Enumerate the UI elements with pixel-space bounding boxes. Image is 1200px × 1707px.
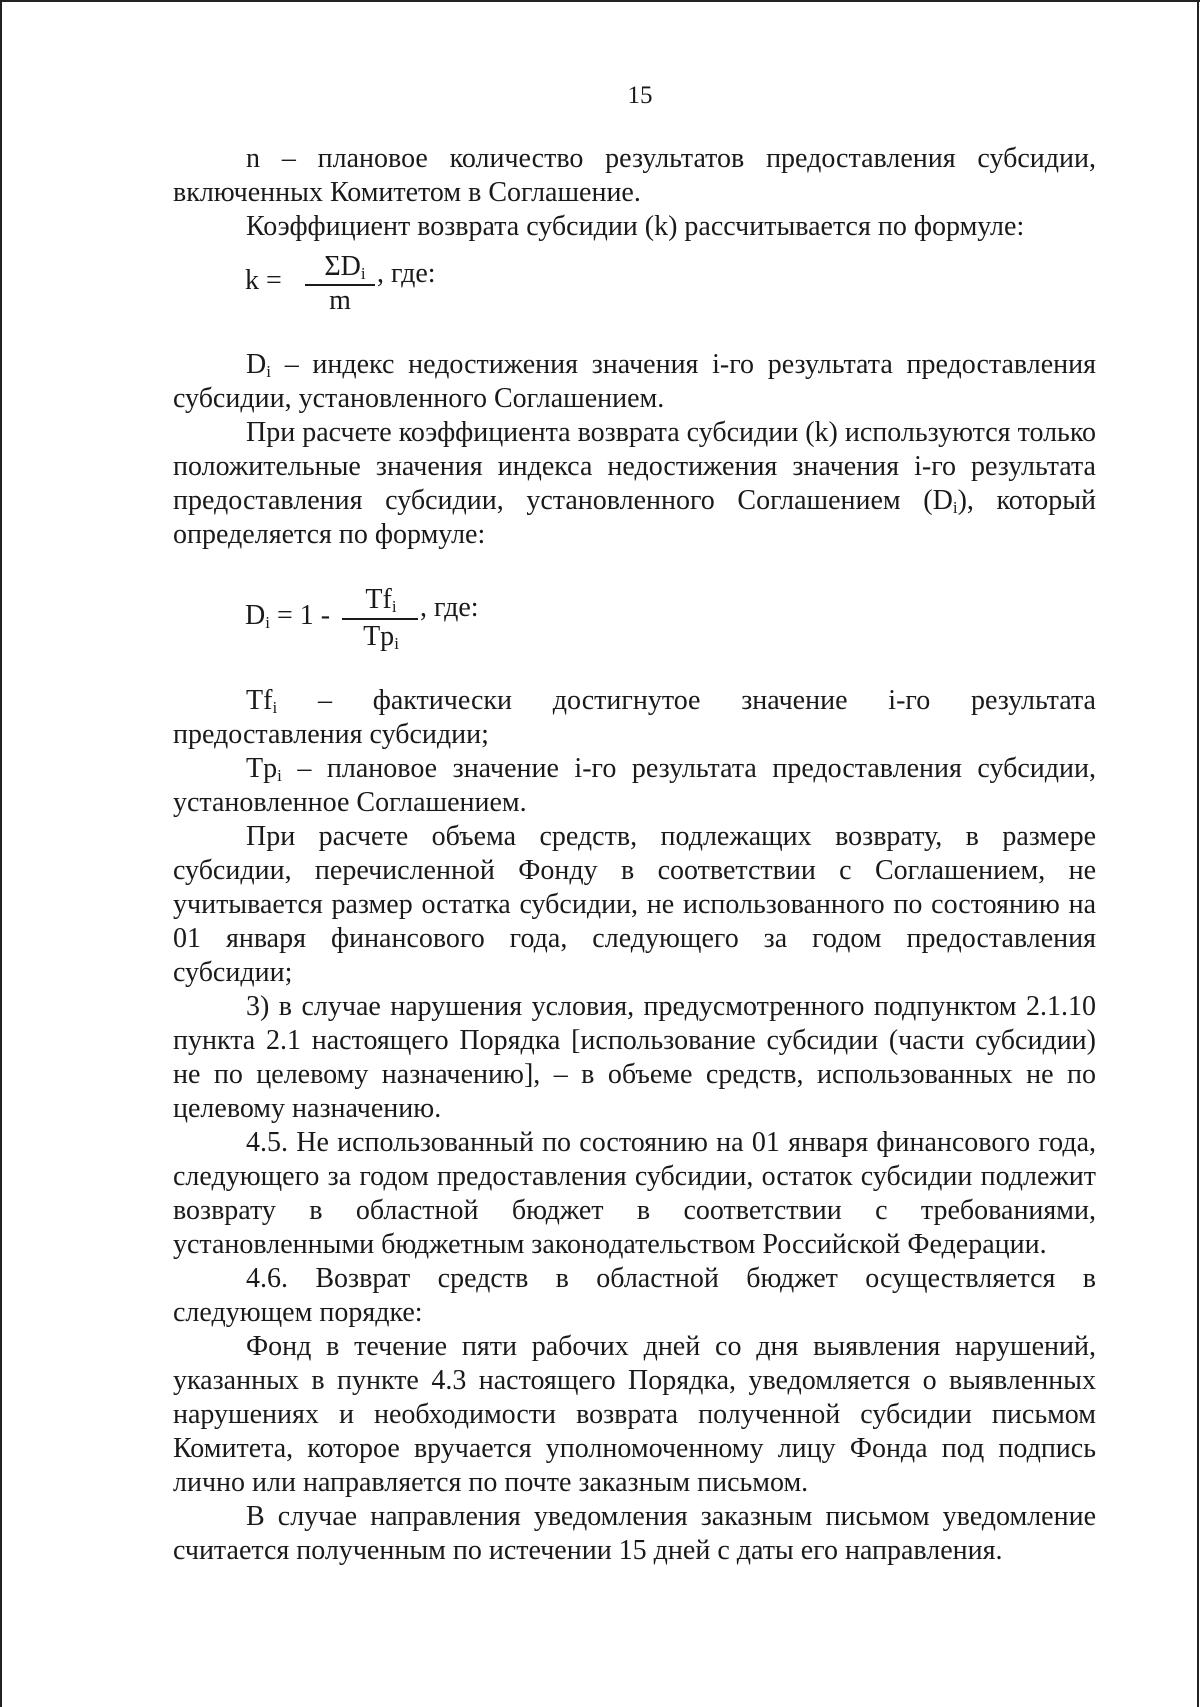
formula-k-lhs: k = xyxy=(245,265,282,296)
formula-di-fraction-bar xyxy=(342,618,418,620)
text-block-main xyxy=(173,684,1096,1568)
paragraph-di-definition: $D_i$ – индекс недостижения значения i-го результата предоставления субсидии, установленного Соглашением. xyxy=(173,349,1096,414)
text-block-di xyxy=(173,348,1096,552)
formula-di-tail: , где: xyxy=(420,592,479,623)
scan-edge-left xyxy=(0,0,2,1707)
tf-word-3: значение xyxy=(741,685,848,716)
formula-di xyxy=(245,585,545,660)
paragraph-k-formula-intro: Коэффициент возврата субсидии (k) рассчитывается по формуле: xyxy=(246,211,1025,242)
tf-word-4: i-го xyxy=(888,685,931,716)
tf-symbol: $Tf_i$ xyxy=(246,685,278,717)
tf-word-1: фактически xyxy=(372,685,512,716)
tf-dash: – xyxy=(317,685,332,716)
paragraph-n-definition: n – плановое количество результатов предоставления субсидии, включенных Комитетом в Соглашение. xyxy=(173,143,1096,208)
formula-di-denominator: $Tp_i$ xyxy=(363,621,399,653)
tf-definition-continuation: предоставления субсидии; xyxy=(173,719,489,750)
scan-edge-top xyxy=(0,0,1200,2)
paragraph-volume-calculation: При расчете объема средств, подлежащих возврату, в размере субсидии, перечисленной Фонду в соответствии с Соглашением, не учитывается размер остатка субсидии, не использованного по состоянию на 01 января финансового года, следующего за годом предоставления субсидии; xyxy=(173,821,1096,988)
tf-word-5: результата xyxy=(970,685,1096,716)
formula-k-numerator: $\Sigma D_i$ xyxy=(324,251,366,283)
tf-word-2: достигнутое xyxy=(552,685,701,716)
paragraph-registered-letter: В случае направления уведомления заказным письмом уведомление считается полученным по истечении 15 дней с даты его направления. xyxy=(173,1501,1096,1566)
paragraph-4-5: 4.5. Не использованный по состоянию на 01 января финансового года, следующего за годом предоставления субсидии, остаток субсидии подлежит возврату в областной бюджет в соответствии с требованиями, установленными бюджетным законодательством Российской Федерации. xyxy=(173,1127,1096,1260)
text-block-intro xyxy=(173,142,1096,244)
formula-di-lhs: $D_i = 1$ - xyxy=(245,600,331,632)
scan-edge-right xyxy=(1197,0,1199,1707)
formula-k-denominator: m xyxy=(329,285,351,316)
paragraph-notification: Фонд в течение пяти рабочих дней со дня выявления нарушений, указанных в пункте 4.3 настоящего Порядка, уведомляется о выявленных нарушениях и необходимости возврата полученной субсидии письмом Комитета, которое вручается уполномоченному лицу Фонда под подпись лично или направляется по почте заказным письмом. xyxy=(173,1331,1096,1498)
paragraph-4-6: 4.6. Возврат средств в областной бюджет осуществляется в следующем порядке: xyxy=(173,1263,1096,1328)
formula-k xyxy=(245,250,505,320)
paragraph-k-calculation-note: При расчете коэффициента возврата субсидии (k) используются только положительные значения индекса недостижения значения i-го результата предоставления субсидии, установленного Соглашением $(D_i)$, который определяется по формуле: xyxy=(173,417,1096,550)
formula-di-numerator: $Tf_i$ xyxy=(365,584,397,616)
formula-k-tail: , где: xyxy=(377,258,436,289)
tf-definition-row xyxy=(246,684,1096,718)
paragraph-tp-definition: $Tp_i$ – плановое значение i-го результата предоставления субсидии, установленное Соглашением. xyxy=(173,753,1096,818)
page-number: 15 xyxy=(627,82,653,109)
paragraph-item-3: 3) в случае нарушения условия, предусмотренного подпунктом 2.1.10 пункта 2.1 настоящего Порядка [использование субсидии (части субсидии) не по целевому назначению], – в объеме средств, использованных не по целевому назначению. xyxy=(173,991,1096,1124)
